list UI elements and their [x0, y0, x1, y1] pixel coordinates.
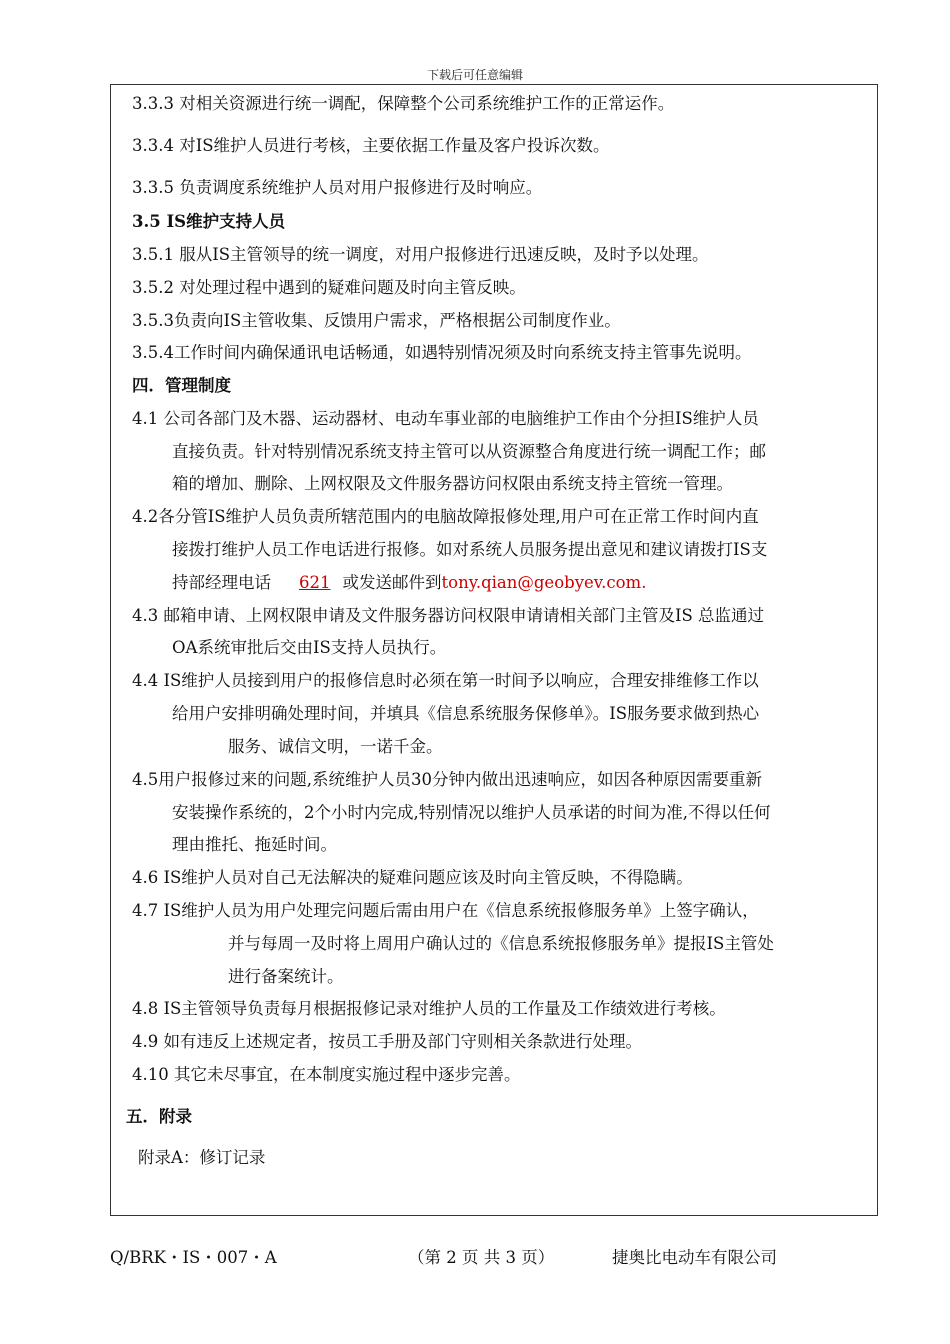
clause-4-5-line-3: 理由推托、拖延时间。: [172, 835, 337, 854]
clause-4-9: 4.9 如有违反上述规定者，按员工手册及部门守则相关条款进行处理。: [132, 1032, 642, 1051]
clause-4-4-line-2: 给用户安排明确处理时间，并填具《信息系统服务保修单》。IS服务要求做到热心: [172, 704, 760, 723]
clause-4-2-line-2: 接拨打维护人员工作电话进行报修。如对系统人员服务提出意见和建议请拨打IS支: [172, 540, 768, 559]
clause-4-5-line-1: 4.5用户报修过来的问题,系统维护人员30分钟内做出迅速响应，如因各种原因需要重新: [132, 770, 762, 789]
clause-4-7-line-1: 4.7 IS维护人员为用户处理完问题后需由用户在《信息系统报修服务单》上签字确认，: [132, 901, 759, 920]
clause-3-5-1: 3.5.1 服从IS主管领导的统一调度，对用户报修进行迅速反映，及时予以处理。: [132, 245, 709, 264]
clause-4-4-line-1: 4.4 IS维护人员接到用户的报修信息时必须在第一时间予以响应，合理安排维修工作以: [132, 671, 759, 690]
clause-4-2-line-3: [172, 573, 646, 593]
clause-3-3-4: 3.3.4 对IS维护人员进行考核，主要依据工作量及客户投诉次数。: [132, 136, 610, 155]
clause-4-1-line-1: 4.1 公司各部门及木器、运动器材、电动车事业部的电脑维护工作由个分担IS维护人员: [132, 409, 759, 428]
clause-4-6: 4.6 IS维护人员对自己无法解决的疑难问题应该及时向主管反映，不得隐瞒。: [132, 868, 693, 887]
clause-4-5-line-2: 安装操作系统的，2个小时内完成,特别情况以维护人员承诺的时间为准,不得以任何: [172, 803, 771, 822]
clause-4-1-line-2: 直接负责。针对特别情况系统支持主管可以从资源整合角度进行统一调配工作；邮: [172, 442, 766, 461]
clause-4-7-line-3: 进行备案统计。: [228, 967, 344, 986]
email-link[interactable]: tony.qian@geobyev.com.: [441, 573, 647, 592]
clause-3-3-5: 3.3.5 负责调度系统维护人员对用户报修进行及时响应。: [132, 178, 543, 197]
clause-4-3-line-1: 4.3 邮箱申请、上网权限申请及文件服务器访问权限申请请相关部门主管及IS 总监通过: [132, 606, 765, 625]
clause-3-5-3: 3.5.3负责向IS主管收集、反馈用户需求，严格根据公司制度作业。: [132, 311, 621, 330]
section-4-heading: 四．管理制度: [132, 376, 231, 395]
clause-4-10: 4.10 其它未尽事宜，在本制度实施过程中逐步完善。: [132, 1065, 521, 1084]
clause-3-5-2: 3.5.2 对处理过程中遇到的疑难问题及时向主管反映。: [132, 278, 526, 297]
clause-4-3-line-2: OA系统审批后交由IS支持人员执行。: [172, 638, 447, 657]
clause-3-3-3: 3.3.3 对相关资源进行统一调配，保障整个公司系统维护工作的正常运作。: [132, 94, 675, 113]
clause-3-5-4: 3.5.4工作时间内确保通讯电话畅通，如遇特别情况须及时向系统支持主管事先说明。: [132, 343, 752, 362]
footer-company: 捷奥比电动车有限公司: [612, 1248, 777, 1267]
clause-4-1-line-3: 箱的增加、删除、上网权限及文件服务器访问权限由系统支持主管统一管理。: [172, 474, 733, 493]
phone-prefix: 持部经理电话: [172, 573, 271, 592]
clause-4-8: 4.8 IS主管领导负责每月根据报修记录对维护人员的工作量及工作绩效进行考核。: [132, 999, 726, 1018]
section-5-heading: 五．附录: [126, 1107, 192, 1126]
header-note: 下载后可任意编辑: [426, 68, 523, 82]
clause-4-4-line-3: 服务、诚信文明，一诺千金。: [228, 737, 443, 756]
section-3-5-heading: 3.5 IS维护支持人员: [132, 212, 286, 231]
footer-page-info: （第 2 页 共 3 页）: [408, 1248, 555, 1267]
email-prefix: 或发送邮件到: [342, 573, 442, 592]
footer-doc-code: Q/BRK・IS・007・A: [110, 1248, 277, 1267]
appendix-a: 附录A：修订记录: [138, 1148, 266, 1167]
clause-4-2-line-1: 4.2各分管IS维护人员负责所辖范围内的电脑故障报修处理,用户可在正常工作时间内直: [132, 507, 759, 526]
phone-number: 621: [299, 573, 331, 592]
clause-4-7-line-2: 并与每周一及时将上周用户确认过的《信息系统报修服务单》提报IS主管处: [228, 934, 774, 953]
